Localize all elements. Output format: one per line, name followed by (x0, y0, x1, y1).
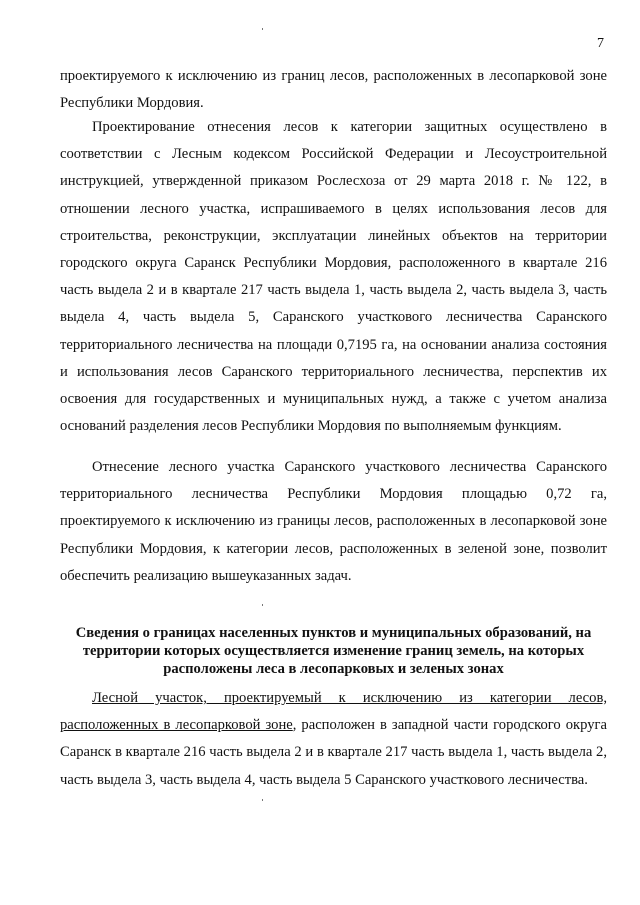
page-number: 7 (597, 36, 604, 51)
paragraph-plot-location (60, 685, 607, 794)
underlined-phrase: Лесной участок, проектируемый к исключению из категории лесов, расположенных в лесопарковой зоне (60, 690, 607, 734)
paragraph-assignment-result: Отнесение лесного участка Саранского участкового лесничества Саранского территориального лесничества Республики Мордовия площадью 0,72 га, проектируемого к исключению из границы лесов, расположенных в лесопарковой зоне Республики Мордовия, к категории лесов, расположенных в зеленой зоне, позволит обеспечить реализацию вышеуказанных задач. (60, 459, 607, 584)
scan-mark (262, 799, 263, 801)
scan-mark (262, 28, 263, 30)
scan-mark (262, 604, 263, 606)
paragraph-text: , расположен в западной части городского округа Саранск в квартале 216 часть выдела 2 и в квартале 217 часть выдела 1, часть выдела 2, часть выдела 3, часть выдела 4, часть выдела 5 Саранского участкового лесничества. (60, 717, 607, 788)
section-heading: Сведения о границах населенных пунктов и муниципальных образований, на территории которых осуществляется изменение границ земель, на которых расположены леса в лесопарковых и зеленых зонах (75, 625, 592, 677)
paragraph-designation-basis: Проектирование отнесения лесов к категории защитных осуществлено в соответствии с Лесным кодексом Российской Федерации и Лесоустроительной инструкцией, утвержденной приказом Рослесхоза от 29 марта 2018 г. № 122, в отношении лесного участка, испрашиваемого в целях использования лесов для строительства, реконструкции, эксплуатации линейных объектов на территории городского округа Саранск Республики Мордовия, расположенного в квартале 216 часть выдела 2 и в квартале 217 часть выдела 1, часть выдела 2, часть выдела 3, часть выдела 4, часть выдела 5, Саранского участкового лесничества Саранского территориального лесничества на площади 0,7195 га, на основании анализа состояния и использования лесов Саранского территориального лесничества, перспектив их освоения для государственных и муниципальных нужд, а также с учетом анализа оснований разделения лесов Республики Мордовия по выполняемым функциям. (60, 119, 607, 435)
paragraph-continuation: проектируемого к исключению из границ лесов, расположенных в лесопарковой зоне Республики Мордовия. (60, 68, 607, 112)
